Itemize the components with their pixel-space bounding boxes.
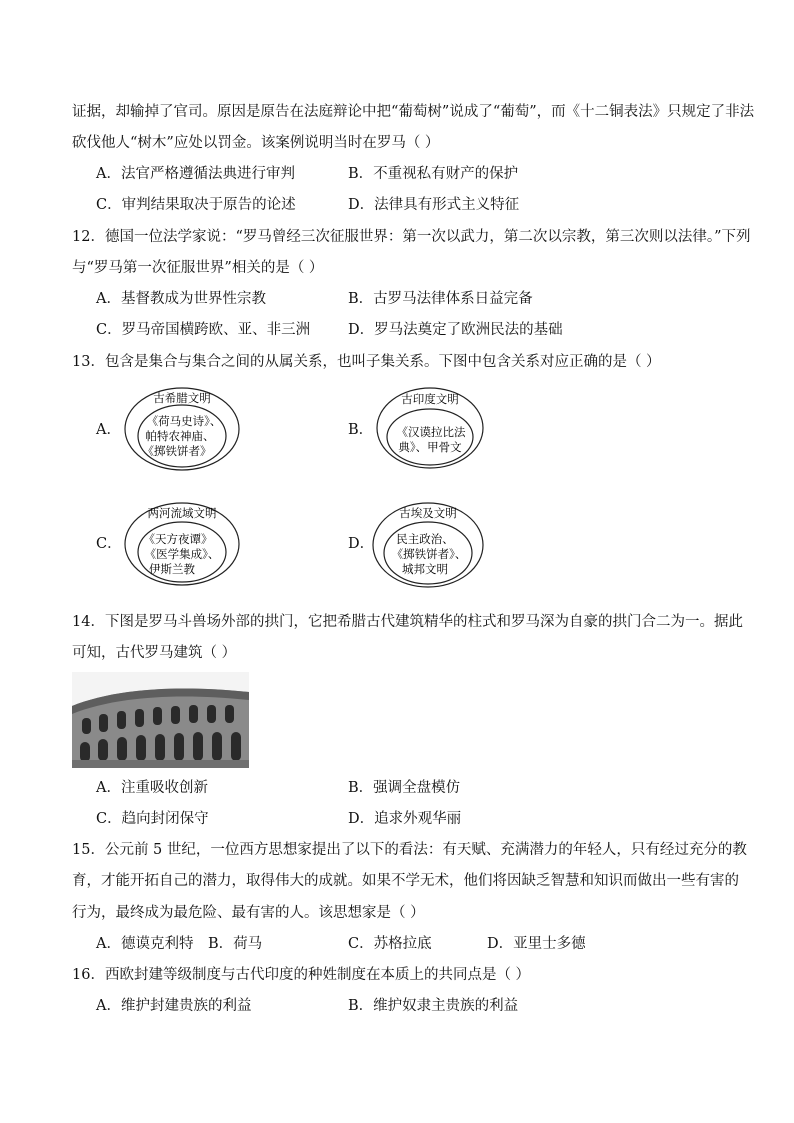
q12-option-d[interactable]: D．罗马法奠定了欧洲民法的基础 xyxy=(348,322,563,338)
q14-stem-line-1: 14．下图是罗马斗兽场外部的拱门，它把希腊古代建筑精华的柱式和罗马深为自豪的拱门合二为一。据此 xyxy=(72,614,743,630)
q13-a-inner-1: 《荷马史诗》、 xyxy=(146,414,222,428)
q15-option-a[interactable]: A．德谟克利特 xyxy=(96,936,194,952)
q13-stem: 13．包含是集合与集合之间的从属关系，也叫子集关系。下图中包含关系对应正确的是（ ） xyxy=(72,354,661,370)
q13-d-inner-1: 民主政治、 xyxy=(396,532,454,546)
q13-option-d-letter[interactable]: D． xyxy=(348,536,375,552)
q15-option-d[interactable]: D．亚里士多德 xyxy=(487,936,586,952)
q13-a-inner-2: 帕特农神庙、 xyxy=(145,429,215,443)
q13-a-inner-3: 《掷铁饼者》 xyxy=(142,444,212,458)
q13-b-outer-label: 古印度文明 xyxy=(401,392,459,406)
q13-b-inner-2: 典》、甲骨文 xyxy=(398,440,462,454)
q15-stem-line-2: 育，才能开拓自己的潜力，取得伟大的成就。如果不学无术，他们将因缺乏智慧和知识而做出一些有害的 xyxy=(72,873,739,889)
q13-diagram-c[interactable] xyxy=(122,500,242,588)
q14-option-d[interactable]: D．追求外观华丽 xyxy=(348,811,462,827)
q13-option-b-letter[interactable]: B． xyxy=(348,422,374,438)
q11-option-d[interactable]: D．法律具有形式主义特征 xyxy=(348,197,520,213)
q13-c-inner-2: 《医学集成》、 xyxy=(144,547,220,561)
q13-diagram-a[interactable] xyxy=(122,385,242,473)
q15-option-b[interactable]: B．荷马 xyxy=(208,936,263,952)
q14-option-c[interactable]: C．趋向封闭保守 xyxy=(96,811,209,827)
q11-option-a[interactable]: A．法官严格遵循法典进行审判 xyxy=(96,166,295,182)
q13-diagram-b[interactable] xyxy=(374,385,486,471)
q16-stem: 16．西欧封建等级制度与古代印度的种姓制度在本质上的共同点是（ ） xyxy=(72,967,531,983)
q11-option-b[interactable]: B．不重视私有财产的保护 xyxy=(348,166,519,182)
q15-stem-line-1: 15．公元前 5 世纪，一位西方思想家提出了以下的看法：有天赋、充满潜力的年轻人，只有经过充分的教 xyxy=(72,842,747,858)
q12-option-c[interactable]: C．罗马帝国横跨欧、亚、非三洲 xyxy=(96,322,311,338)
q13-option-c-letter[interactable]: C． xyxy=(96,536,122,552)
q14-option-a[interactable]: A．注重吸收创新 xyxy=(96,780,208,796)
q12-option-b[interactable]: B．古罗马法律体系日益完备 xyxy=(348,291,533,307)
q15-stem-line-3: 行为，最终成为最危险、最有害的人。该思想家是（ ） xyxy=(72,905,425,921)
q13-b-inner-1: 《汉谟拉比法 xyxy=(396,425,466,439)
colosseum-photo xyxy=(72,672,249,768)
q13-c-inner-1: 《天方夜谭》 xyxy=(143,532,213,546)
q14-option-b[interactable]: B．强调全盘模仿 xyxy=(348,780,461,796)
q12-stem-line-1: 12．德国一位法学家说：“罗马曾经三次征服世界：第一次以武力，第二次以宗教，第三次则以法律。”下列 xyxy=(72,229,751,245)
q13-c-inner-3: 伊斯兰教 xyxy=(149,562,195,576)
q13-c-outer-label: 两河流域文明 xyxy=(147,506,217,520)
q12-stem-line-2: 与“罗马第一次征服世界”相关的是（ ） xyxy=(72,260,324,276)
q16-option-b[interactable]: B．维护奴隶主贵族的利益 xyxy=(348,998,519,1014)
q13-d-inner-3: 城邦文明 xyxy=(402,562,448,576)
q13-d-inner-2: 《掷铁饼者》、 xyxy=(391,547,467,561)
q13-a-outer-label: 古希腊文明 xyxy=(153,391,211,405)
q13-d-outer-label: 古埃及文明 xyxy=(399,506,457,520)
q15-option-c[interactable]: C．苏格拉底 xyxy=(348,936,432,952)
q11-stem-line-2: 砍伐他人“树木”应处以罚金。该案例说明当时在罗马（ ） xyxy=(72,135,440,151)
q11-stem-line-1: 证据，却输掉了官司。原因是原告在法庭辩论中把“葡萄树”说成了“葡萄”，而《十二铜表法》只规定了非法 xyxy=(72,104,755,120)
q13-option-a-letter[interactable]: A． xyxy=(96,422,121,438)
q12-option-a[interactable]: A．基督教成为世界性宗教 xyxy=(96,291,266,307)
q13-diagram-d[interactable] xyxy=(370,500,486,590)
q11-option-c[interactable]: C．审判结果取决于原告的论述 xyxy=(96,197,296,213)
q14-stem-line-2: 可知，古代罗马建筑（ ） xyxy=(72,645,237,661)
q16-option-a[interactable]: A．维护封建贵族的利益 xyxy=(96,998,252,1014)
